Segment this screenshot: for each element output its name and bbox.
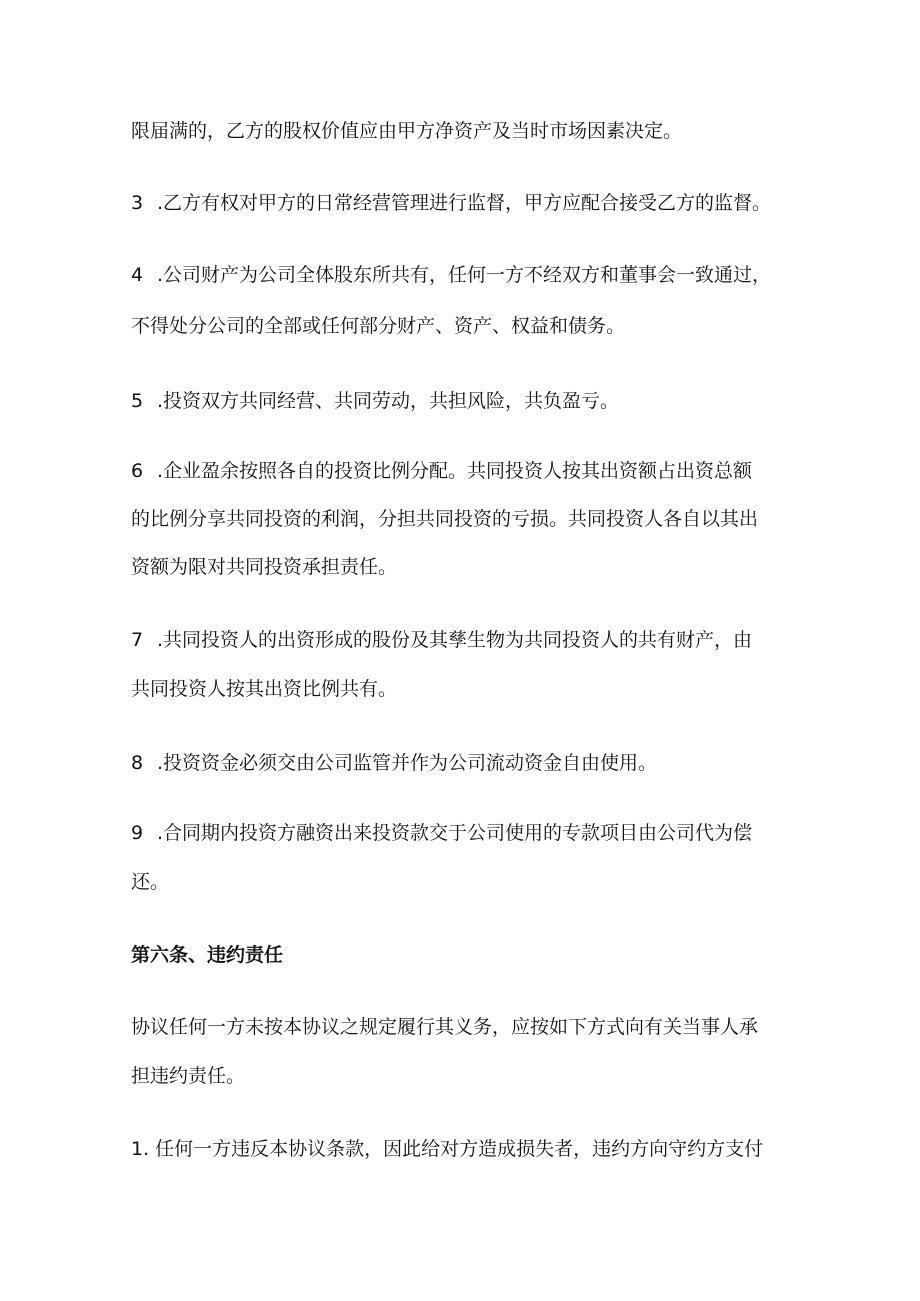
clause-text: .投资双方共同经营、共同劳动，共担风险，共负盈亏。 <box>157 390 620 412</box>
clause-number: 4 <box>131 264 144 286</box>
clause-text: .公司财产为公司全体股东所共有，任何一方不经双方和董事会一致通过， <box>157 264 772 286</box>
clause-9-continuation <box>131 870 821 894</box>
clause-number: 3 <box>131 192 144 214</box>
clause-text: .共同投资人的出资形成的股份及其孳生物为共同投资人的共有财产，由 <box>157 629 753 651</box>
clause-3 <box>131 191 821 215</box>
list-item-1 <box>131 1137 821 1161</box>
clause-4 <box>131 263 821 287</box>
section-heading <box>131 943 821 967</box>
clause-4-continuation <box>131 314 821 338</box>
clause-text: .乙方有权对甲方的日常经营管理进行监督，甲方应配合接受乙方的监督。 <box>157 192 772 214</box>
line-text: 资额为限对共同投资承担责任。 <box>131 556 398 578</box>
clause-7 <box>131 628 821 652</box>
paragraph-line <box>131 119 821 143</box>
line-text: 担违约责任。 <box>131 1065 246 1087</box>
clause-6-continuation <box>131 555 821 579</box>
paragraph-line <box>131 1015 821 1039</box>
clause-6-continuation <box>131 507 821 531</box>
heading-text: 第六条、违约责任 <box>131 944 284 966</box>
clause-7-continuation <box>131 677 821 701</box>
line-text: 共同投资人按其出资比例共有。 <box>131 678 398 700</box>
clause-number: 9 <box>131 822 144 844</box>
line-text: 还。 <box>131 871 170 893</box>
clause-5 <box>131 389 821 413</box>
clause-text: .投资资金必须交由公司监管并作为公司流动资金自由使用。 <box>157 752 658 774</box>
line-text: 不得处分公司的全部或任何部分财产、资产、权益和债务。 <box>131 315 626 337</box>
clause-text: .合同期内投资方融资出来投资款交于公司使用的专款项目由公司代为偿 <box>157 822 753 844</box>
clause-6 <box>131 459 821 483</box>
line-text: 的比例分享共同投资的利润，分担共同投资的亏损。共同投资人各自以其出 <box>131 508 759 530</box>
line-text: 协议任何一方未按本协议之规定履行其义务，应按如下方式向有关当事人承 <box>131 1016 759 1038</box>
paragraph-line <box>131 1064 821 1088</box>
line-text: 1. 任何一方违反本协议条款，因此给对方造成损失者，违约方向守约方支付 <box>131 1138 764 1160</box>
clause-number: 5 <box>131 390 144 412</box>
clause-9 <box>131 821 821 845</box>
clause-number: 8 <box>131 752 144 774</box>
clause-number: 6 <box>131 460 144 482</box>
clause-8 <box>131 751 821 775</box>
clause-number: 7 <box>131 629 144 651</box>
line-text: 限届满的，乙方的股权价值应由甲方净资产及当时市场因素决定。 <box>131 120 683 142</box>
clause-text: .企业盈余按照各自的投资比例分配。共同投资人按其出资额占出资总额 <box>157 460 753 482</box>
